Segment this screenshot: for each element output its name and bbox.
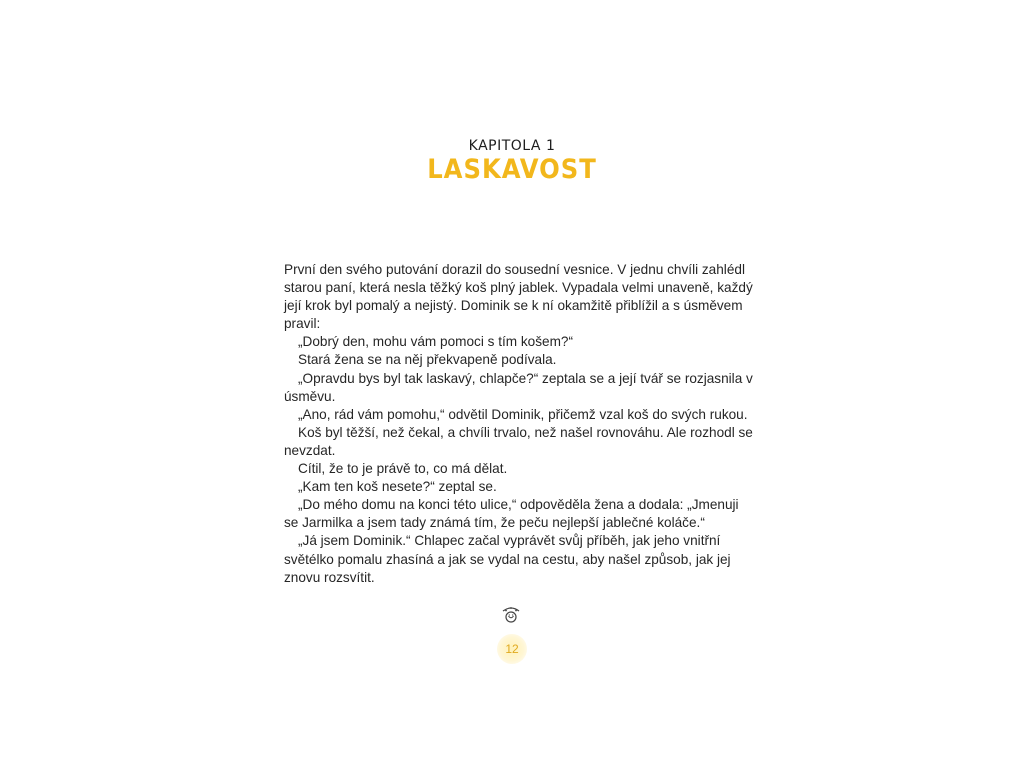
paragraph-9: „Do mého domu na konci této ulice,“ odpověděla žena a dodala: „Jmenuji se Jarmilka a jsem tady známá tím, že peču nejlepší jablečné koláče.“ xyxy=(284,497,739,531)
paragraph-2: „Dobrý den, mohu vám pomoci s tím košem?“ xyxy=(298,334,573,350)
page-number: 12 xyxy=(505,642,519,656)
paragraph-3: Stará žena se na něj překvapeně podívala. xyxy=(298,352,557,368)
paragraph-5: „Ano, rád vám pomohu,“ odvětil Dominik, přičemž vzal koš do svých rukou. xyxy=(298,406,748,422)
paragraph-6: Koš byl těžší, než čekal, a chvíli trvalo, než našel rovnováhu. Ale rozhodl se nevzdat. xyxy=(284,424,753,458)
paragraph-1: První den svého putování dorazil do sousední vesnice. V jednu chvíli zahlédl starou paní, která nesla těžký koš plný jablek. Vypadala velmi unaveně, každý její krok byl pomalý a nejistý. Dominik se k ní okamžitě přiblížil a s úsměvem pravil: xyxy=(284,262,753,332)
paragraph-4: „Opravdu bys byl tak laskavý, chlapče?“ zeptala se a její tvář se rozjasnila v úsměvu. xyxy=(284,370,753,404)
page-number-badge xyxy=(497,634,527,664)
chapter-body xyxy=(284,261,754,587)
paragraph-10: „Já jsem Dominik.“ Chlapec začal vyprávět svůj příběh, jak jeho vnitřní světélko pomalu zhasíná a jak se vydal na cestu, aby našel způsob, jak jej znovu rozsvítit. xyxy=(284,533,731,585)
paragraph-7: Cítil, že to je právě to, co má dělat. xyxy=(298,461,508,477)
publisher-logo-icon xyxy=(500,603,522,625)
chapter-label: KAPITOLA 1 xyxy=(468,138,556,154)
paragraph-8: „Kam ten koš nesete?“ zeptal se. xyxy=(298,479,497,495)
chapter-title: LASKAVOST xyxy=(427,154,597,185)
